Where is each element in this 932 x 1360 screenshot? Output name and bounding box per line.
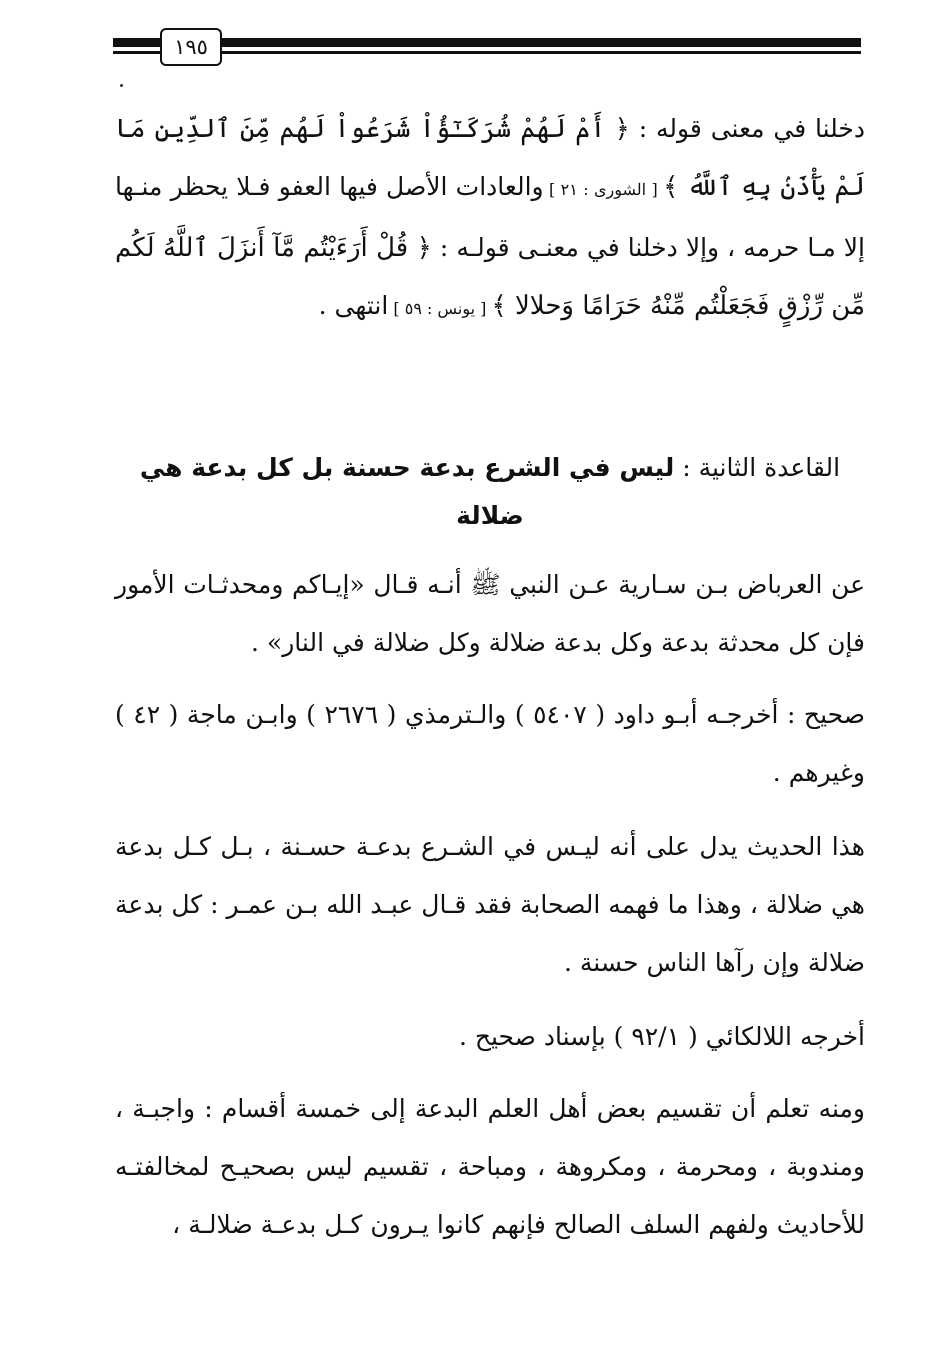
intro-text-2: والعادات الأصل فيها العفو فـلا يحظر منـها إلا مـا حرمه ، وإلا دخلنا في معنـى قولـه :: [115, 172, 865, 262]
intro-text-1: دخلنا في معنى قوله :: [629, 114, 865, 143]
intro-paragraph: [115, 100, 865, 338]
intro-text-3: انتهى .: [318, 291, 389, 320]
section-heading-label: القاعدة الثانية :: [674, 453, 841, 482]
page-number: ١٩٥: [160, 28, 222, 66]
page-header: [113, 28, 861, 72]
stray-dot-mark: [120, 84, 123, 87]
section-heading-title: ليس في الشرع بدعة حسنة بل كل بدعة هي ضلالة: [139, 453, 675, 530]
commentary-paragraph: هذا الحديث يدل على أنه ليـس في الشـرع بدعـة حسـنة ، بـل كـل بدعة هي ضلالة ، وهذا ما فهمه الصحابة فقد قـال عبـد الله بـن عمـر : كل بدعة ضلالة وإن رآها الناس حسنة .: [115, 832, 865, 977]
second-takhrij-paragraph: أخرجه اللالكائي ( ٩٢/١ ) بإسناد صحيح .: [458, 1022, 865, 1051]
hadith-paragraph: عن العرباض بـن سـارية عـن النبي ﷺ أنـه قـال «إيـاكم ومحدثـات الأمور فإن كل محدثة بدعة وكل بدعة ضلالة وكل ضلالة في النار» .: [115, 570, 865, 657]
takhrij-paragraph: صحيح : أخرجـه أبـو داود ( ٥٤٠٧ ) والـترمذي ( ٢٦٧٦ ) وابـن ماجة ( ٤٢ ) وغيرهم .: [115, 700, 865, 787]
verse-reference-shura: [ الشورى : ٢١ ]: [543, 180, 664, 199]
division-paragraph: ومنه تعلم أن تقسيم بعض أهل العلم البدعة إلى خمسة أقسام : واجبـة ، ومندوبة ، ومحرمة ، ومكروهة ، ومباحة ، تقسيم ليس بصحيـح لمخالفتـه للأحاديث ولفهم السلف الصالح فإنهم كانوا يـرون كـل بدعـة ضلالـة ،: [115, 1094, 865, 1239]
header-thin-rule: [113, 51, 861, 54]
quran-verse-yunus: ﴿ قُلْ أَرَءَيْتُم مَّآ أَنزَلَ ٱللَّهُ لَكُم مِّن رِّزْقٍ فَجَعَلْتُم مِّنْهُ حَرَامًا وَحلالا ﴾: [115, 233, 865, 321]
quran-verse-shura: ﴿ أَمْ لَهُمْ شُرَكَـٰٓؤُاْ شَرَعُواْ لَهُم مِّنَ ٱلدِّينِ مَا لَمْ يَأْذَنۢ بِهِ ٱللَّهُ ﴾: [115, 114, 865, 202]
header-thick-rule: [113, 38, 861, 47]
verse-reference-yunus: [ يونس : ٥٩ ]: [388, 299, 492, 318]
section-heading: [115, 444, 865, 540]
